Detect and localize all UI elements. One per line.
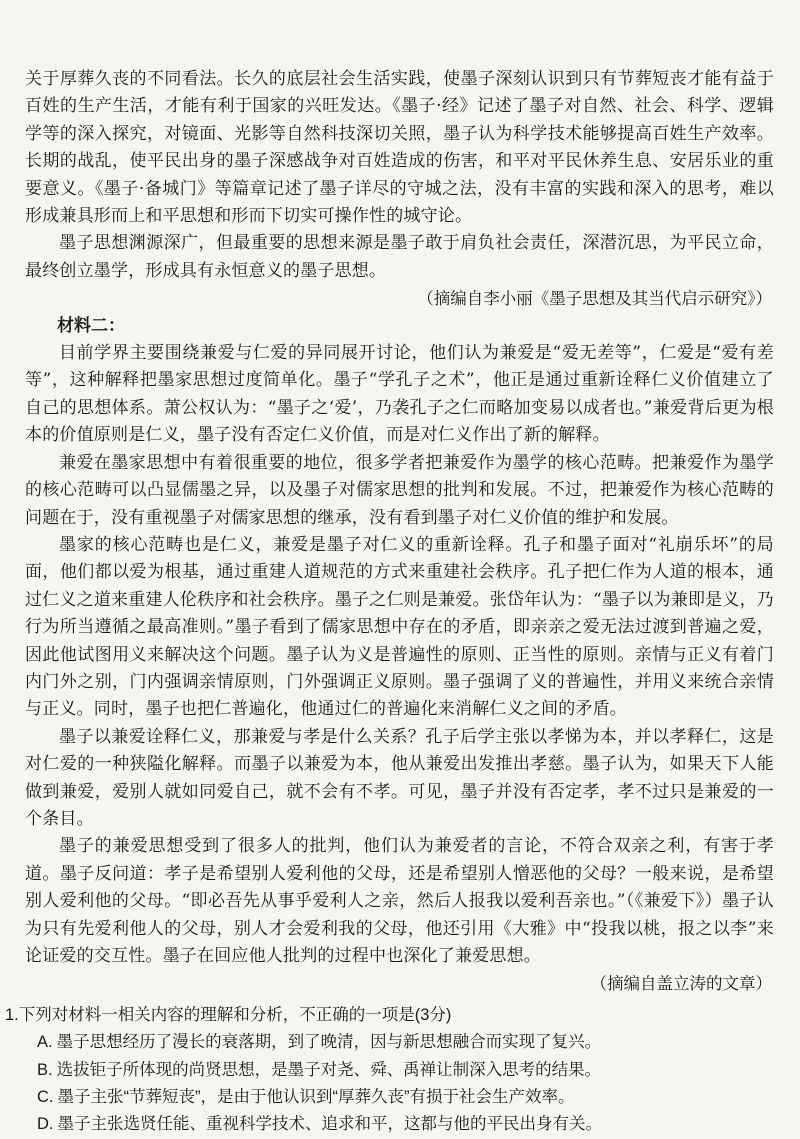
option-letter: D. [37, 1115, 54, 1134]
option-text: 墨子主张选贤任能、重视科学技术、追求和平，这都与他的平民出身有关。 [57, 1115, 602, 1134]
option-d[interactable] [37, 1111, 774, 1138]
option-letter: B. [37, 1060, 53, 1079]
material-two-paragraph-1: 目前学界主要围绕兼爱与仁爱的异同展开讨论，他们认为兼爱是“爱无差等”，仁爱是“爱有差等”，这种解释把墨家思想过度简单化。墨子“学孔子之术”，他正是通过重新诠释仁义价值建立了自己的思想体系。萧公权认为：“墨子之‘爱’，乃袭孔子之仁而略加变易以成者也。”兼爱背后更为根本的价值原则是仁义，墨子没有否定仁义价值，而是对仁义作出了新的解释。 [25, 343, 774, 446]
option-b[interactable] [37, 1057, 774, 1084]
material-one-source: （摘编自李小丽《墨子思想及其当代启示研究》） [417, 289, 772, 309]
option-letter: C. [37, 1088, 54, 1107]
option-letter: A. [37, 1033, 53, 1052]
material-one-paragraph-1: 关于厚葬久丧的不同看法。长久的底层社会生活实践，使墨子深刻认识到只有节葬短丧才能有益于百姓的生产生活，才能有利于国家的兴旺发达。《墨子·经》记述了墨子对自然、社会、科学、逻辑学等的深入探究，对镜面、光影等自然科技深切关照，墨子认为科学技术能够提高百姓生产效率。长期的战乱，使平民出身的墨子深感战争对百姓造成的伤害，和平对平民休养生息、安居乐业的重要意义。《墨子·备城门》等篇章记述了墨子详尽的守城之法，没有丰富的实践和深入的思考，难以形成兼具形而上和平思想和形而下切实可操作性的城守论。 [25, 69, 774, 227]
material-two-source: （摘编自盖立涛的文章） [590, 974, 772, 994]
option-a[interactable] [37, 1029, 774, 1056]
question-stem: 1.下列对材料一相关内容的理解和分析，不正确的一项是(3分) [5, 1005, 452, 1024]
option-text: 墨子思想经历了漫长的衰落期，到了晚清，因与新思想融合而实现了复兴。 [56, 1033, 602, 1052]
option-text: 选拔钜子所体现的尚贤思想，是墨子对尧、舜、禹禅让制深入思考的结果。 [56, 1060, 602, 1079]
option-c[interactable] [37, 1084, 774, 1111]
material-two-paragraph-2: 兼爱在墨家思想中有着很重要的地位，很多学者把兼爱作为墨学的核心范畴。把兼爱作为墨学的核心范畴可以凸显儒墨之异，以及墨子对儒家思想的批判和发展。不过，把兼爱作为核心范畴的问题在于，没有重视墨子对儒家思想的继承，没有看到墨子对仁义价值的维护和发展。 [25, 452, 774, 528]
material-two-paragraph-5: 墨子的兼爱思想受到了很多人的批判，他们认为兼爱者的言论，不符合双亲之利，有害于孝道。墨子反问道：孝子是希望别人爱利他的父母，还是希望别人憎恶他的父母？一般来说，是希望别人爱利他的父母。“即必吾先从事乎爱利人之亲，然后人报我以爱利吾亲也。”（《兼爱下》）墨子认为只有先爱利他人的父母，别人才会爱利我的父母，他还引用《大雅》中“投我以桃，报之以李”来论证爱的交互性。墨子在回应他人批判的过程中也深化了兼爱思想。 [25, 836, 774, 966]
material-two-heading: 材料二： [57, 315, 125, 336]
option-text: 墨子主张“节葬短丧”，是由于他认识到“厚葬久丧”有损于社会生产效率。 [57, 1088, 575, 1107]
material-two-paragraph-3: 墨家的核心范畴也是仁义，兼爱是墨子对仁义的重新诠释。孔子和墨子面对“礼崩乐坏”的局面，他们都以爱为根基，通过重建人道规范的方式来重建社会秩序。孔子把仁作为人道的根本，通过仁义之道来重建人伦秩序和社会秩序。墨子之仁则是兼爱。张岱年认为：“墨子以为兼即是义，乃行为所当遵循之最高准则。”墨子看到了儒家思想中存在的矛盾，即亲亲之爱无法过渡到普遍之爱，因此他试图用义来解决这个问题。墨子认为义是普遍性的原则、正当性的原则。亲情与正义有着门内门外之别，门内强调亲情原则，门外强调正义原则。墨子强调了义的普遍性，并用义来统合亲情与正义。同时，墨子也把仁普遍化，他通过仁的普遍化来消解仁义之间的矛盾。 [25, 534, 774, 720]
material-two-paragraph-4: 墨子以兼爱诠释仁义，那兼爱与孝是什么关系？孔子后学主张以孝悌为本，并以孝释仁，这是对仁爱的一种狭隘化解释。而墨子以兼爱为本，他从兼爱出发推出孝慈。墨子认为，如果天下人能做到兼爱，爱别人就如同爱自己，就不会有不孝。可见，墨子并没有否定孝，孝不过只是兼爱的一个条目。 [25, 726, 774, 829]
material-one-paragraph-2: 墨子思想渊源深广，但最重要的思想来源是墨子敢于肩负社会责任，深潜沉思，为平民立命，最终创立墨学，形成具有永恒意义的墨子思想。 [25, 233, 774, 281]
